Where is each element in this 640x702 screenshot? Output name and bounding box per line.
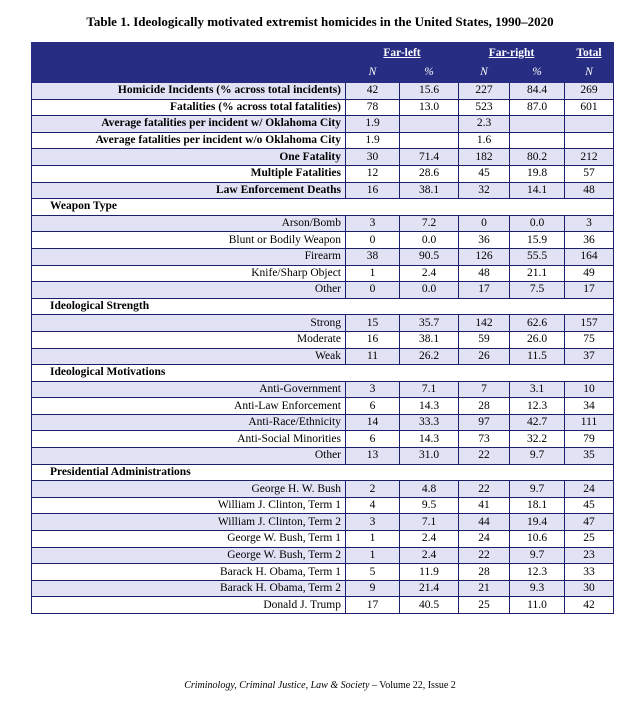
table-cell: 28 — [459, 564, 510, 581]
table-cell: 35.7 — [400, 315, 459, 332]
table-cell: 25 — [459, 597, 510, 614]
table-cell: 24 — [459, 531, 510, 548]
table-cell: 2 — [346, 481, 400, 498]
table-cell: 126 — [459, 248, 510, 265]
table-cell: 227 — [459, 83, 510, 100]
table-cell: 14.3 — [400, 431, 459, 448]
row-label: Other — [32, 282, 346, 299]
header-blank — [32, 63, 346, 83]
row-label: Anti-Social Minorities — [32, 431, 346, 448]
table-row — [32, 315, 614, 332]
section-label: Presidential Administrations — [32, 464, 614, 481]
table-cell: 71.4 — [400, 149, 459, 166]
table-cell — [510, 116, 565, 133]
table-cell: 9.7 — [510, 448, 565, 465]
table-cell: 32 — [459, 182, 510, 199]
table-row — [32, 232, 614, 249]
table-cell: 42 — [346, 83, 400, 100]
table-cell: 3 — [346, 381, 400, 398]
table-row — [32, 547, 614, 564]
table-cell: 0.0 — [510, 215, 565, 232]
table-row — [32, 564, 614, 581]
header-row-groups — [32, 43, 614, 63]
table-cell: 59 — [459, 331, 510, 348]
section-label: Weapon Type — [32, 199, 614, 216]
table-row — [32, 149, 614, 166]
table-cell: 38.1 — [400, 331, 459, 348]
row-label: Arson/Bomb — [32, 215, 346, 232]
row-label: George W. Bush, Term 1 — [32, 531, 346, 548]
table-row — [32, 165, 614, 182]
table-cell: 26 — [459, 348, 510, 365]
section-label: Ideological Strength — [32, 298, 614, 315]
table-cell: 32.2 — [510, 431, 565, 448]
table-row — [32, 132, 614, 149]
table-row — [32, 414, 614, 431]
table-cell — [510, 132, 565, 149]
table-cell: 9.7 — [510, 481, 565, 498]
table-cell: 14.1 — [510, 182, 565, 199]
table-cell: 9.3 — [510, 580, 565, 597]
table-cell: 3.1 — [510, 381, 565, 398]
row-label: One Fatality — [32, 149, 346, 166]
table-cell: 16 — [346, 182, 400, 199]
row-label: Anti-Government — [32, 381, 346, 398]
table-cell: 75 — [565, 331, 614, 348]
table-cell: 13.0 — [400, 99, 459, 116]
table-cell: 1 — [346, 531, 400, 548]
table-cell: 42.7 — [510, 414, 565, 431]
journal-name: Criminology, Criminal Justice, Law & Society — [184, 680, 370, 691]
table-cell: 12 — [346, 165, 400, 182]
row-label: William J. Clinton, Term 2 — [32, 514, 346, 531]
table-cell: 37 — [565, 348, 614, 365]
table-cell: 21 — [459, 580, 510, 597]
table-cell: 30 — [565, 580, 614, 597]
table-cell: 38.1 — [400, 182, 459, 199]
table-cell: 4 — [346, 497, 400, 514]
journal-issue: – Volume 22, Issue 2 — [369, 680, 456, 691]
table-cell: 182 — [459, 149, 510, 166]
row-label: Law Enforcement Deaths — [32, 182, 346, 199]
table-cell: 36 — [459, 232, 510, 249]
table-cell: 3 — [346, 215, 400, 232]
table-cell: 25 — [565, 531, 614, 548]
table-cell: 0 — [346, 232, 400, 249]
table-cell: 0 — [346, 282, 400, 299]
table-cell: 111 — [565, 414, 614, 431]
table-cell: 57 — [565, 165, 614, 182]
row-label: Knife/Sharp Object — [32, 265, 346, 282]
table-cell: 17 — [565, 282, 614, 299]
table-row — [32, 381, 614, 398]
header-far-right: Far-right — [459, 43, 565, 63]
table-cell: 11.0 — [510, 597, 565, 614]
table-cell: 7.1 — [400, 514, 459, 531]
table-cell: 2.4 — [400, 265, 459, 282]
table-cell: 1 — [346, 265, 400, 282]
row-label: Other — [32, 448, 346, 465]
table-cell: 45 — [565, 497, 614, 514]
table-cell: 24 — [565, 481, 614, 498]
table-cell: 11 — [346, 348, 400, 365]
table-row — [32, 282, 614, 299]
table-cell: 11.9 — [400, 564, 459, 581]
table-cell: 9.5 — [400, 497, 459, 514]
row-label: Donald J. Trump — [32, 597, 346, 614]
table-row — [32, 99, 614, 116]
table-cell: 30 — [346, 149, 400, 166]
table-row — [32, 580, 614, 597]
table-row — [32, 248, 614, 265]
row-label: Homicide Incidents (% across total incidents) — [32, 83, 346, 100]
table-row — [32, 431, 614, 448]
table-cell: 26.2 — [400, 348, 459, 365]
table-cell: 35 — [565, 448, 614, 465]
table-cell: 33 — [565, 564, 614, 581]
table-cell: 84.4 — [510, 83, 565, 100]
table-cell: 49 — [565, 265, 614, 282]
table-cell: 21.4 — [400, 580, 459, 597]
table-cell: 269 — [565, 83, 614, 100]
table-cell: 1 — [346, 547, 400, 564]
table-cell: 2.4 — [400, 547, 459, 564]
table-cell: 22 — [459, 448, 510, 465]
table-cell: 4.8 — [400, 481, 459, 498]
table-cell: 12.3 — [510, 564, 565, 581]
table-cell: 9 — [346, 580, 400, 597]
table-cell: 17 — [459, 282, 510, 299]
table-cell: 2.3 — [459, 116, 510, 133]
table-cell: 2.4 — [400, 531, 459, 548]
table-cell: 3 — [346, 514, 400, 531]
table-cell: 9.7 — [510, 547, 565, 564]
table-cell: 44 — [459, 514, 510, 531]
table-cell: 15 — [346, 315, 400, 332]
table-cell: 0.0 — [400, 282, 459, 299]
section-header-row — [32, 199, 614, 216]
data-table — [31, 42, 614, 614]
table-cell — [400, 132, 459, 149]
header-sub-pct: % — [510, 63, 565, 83]
table-cell: 6 — [346, 431, 400, 448]
table-cell: 33.3 — [400, 414, 459, 431]
table-cell: 0 — [459, 215, 510, 232]
table-cell: 10 — [565, 381, 614, 398]
table-cell: 22 — [459, 481, 510, 498]
table-row — [32, 597, 614, 614]
row-label: Average fatalities per incident w/ Oklahoma City — [32, 116, 346, 133]
header-sub-pct: % — [400, 63, 459, 83]
table-cell: 19.4 — [510, 514, 565, 531]
row-label: George W. Bush, Term 2 — [32, 547, 346, 564]
table-cell: 0.0 — [400, 232, 459, 249]
table-cell: 15.9 — [510, 232, 565, 249]
table-cell: 164 — [565, 248, 614, 265]
table-cell: 55.5 — [510, 248, 565, 265]
table-cell: 6 — [346, 398, 400, 415]
table-cell: 15.6 — [400, 83, 459, 100]
table-row — [32, 531, 614, 548]
table-cell: 1.9 — [346, 116, 400, 133]
row-label: Moderate — [32, 331, 346, 348]
table-cell: 17 — [346, 597, 400, 614]
table-cell: 62.6 — [510, 315, 565, 332]
table-cell: 28 — [459, 398, 510, 415]
table-cell — [400, 116, 459, 133]
table-row — [32, 481, 614, 498]
row-label: Blunt or Bodily Weapon — [32, 232, 346, 249]
row-label: Weak — [32, 348, 346, 365]
table-cell: 34 — [565, 398, 614, 415]
header-sub-n: N — [459, 63, 510, 83]
table-cell: 7.5 — [510, 282, 565, 299]
table-cell — [565, 132, 614, 149]
table-cell: 80.2 — [510, 149, 565, 166]
table-row — [32, 331, 614, 348]
header-blank — [32, 43, 346, 63]
table-cell: 97 — [459, 414, 510, 431]
header-sub-n: N — [565, 63, 614, 83]
table-cell: 13 — [346, 448, 400, 465]
table-cell: 5 — [346, 564, 400, 581]
table-cell — [565, 116, 614, 133]
header-far-left: Far-left — [346, 43, 459, 63]
header-sub-n: N — [346, 63, 400, 83]
table-cell: 16 — [346, 331, 400, 348]
row-label: Firearm — [32, 248, 346, 265]
table-cell: 26.0 — [510, 331, 565, 348]
table-cell: 38 — [346, 248, 400, 265]
row-label: George H. W. Bush — [32, 481, 346, 498]
page-footer — [0, 680, 640, 691]
table-cell: 18.1 — [510, 497, 565, 514]
table-row — [32, 514, 614, 531]
row-label: William J. Clinton, Term 1 — [32, 497, 346, 514]
table-cell: 157 — [565, 315, 614, 332]
table-row — [32, 215, 614, 232]
table-cell: 28.6 — [400, 165, 459, 182]
table-cell: 90.5 — [400, 248, 459, 265]
section-header-row — [32, 464, 614, 481]
table-cell: 212 — [565, 149, 614, 166]
table-cell: 1.6 — [459, 132, 510, 149]
table-title: Table 1. Ideologically motivated extremist homicides in the United States, 1990–2020 — [86, 14, 554, 29]
table-cell: 7.1 — [400, 381, 459, 398]
row-label: Average fatalities per incident w/o Oklahoma City — [32, 132, 346, 149]
table-cell: 47 — [565, 514, 614, 531]
table-row — [32, 398, 614, 415]
header-row-subs — [32, 63, 614, 83]
table-row — [32, 182, 614, 199]
table-cell: 10.6 — [510, 531, 565, 548]
row-label: Barack H. Obama, Term 1 — [32, 564, 346, 581]
table-cell: 7 — [459, 381, 510, 398]
row-label: Fatalities (% across total fatalities) — [32, 99, 346, 116]
table-cell: 48 — [565, 182, 614, 199]
table-cell: 142 — [459, 315, 510, 332]
table-cell: 31.0 — [400, 448, 459, 465]
row-label: Multiple Fatalities — [32, 165, 346, 182]
table-cell: 12.3 — [510, 398, 565, 415]
table-cell: 87.0 — [510, 99, 565, 116]
table-row — [32, 497, 614, 514]
table-cell: 41 — [459, 497, 510, 514]
table-cell: 7.2 — [400, 215, 459, 232]
section-label: Ideological Motivations — [32, 365, 614, 382]
row-label: Barack H. Obama, Term 2 — [32, 580, 346, 597]
section-header-row — [32, 298, 614, 315]
table-cell: 601 — [565, 99, 614, 116]
table-cell: 11.5 — [510, 348, 565, 365]
table-cell: 523 — [459, 99, 510, 116]
table-cell: 3 — [565, 215, 614, 232]
table-row — [32, 83, 614, 100]
table-row — [32, 448, 614, 465]
table-row — [32, 265, 614, 282]
table-cell: 14.3 — [400, 398, 459, 415]
table-cell: 36 — [565, 232, 614, 249]
table-cell: 42 — [565, 597, 614, 614]
header-total: Total — [565, 43, 614, 63]
table-cell: 78 — [346, 99, 400, 116]
table-row — [32, 116, 614, 133]
table-cell: 22 — [459, 547, 510, 564]
table-cell: 23 — [565, 547, 614, 564]
row-label: Strong — [32, 315, 346, 332]
table-row — [32, 348, 614, 365]
table-cell: 19.8 — [510, 165, 565, 182]
table-cell: 79 — [565, 431, 614, 448]
row-label: Anti-Race/Ethnicity — [32, 414, 346, 431]
table-cell: 21.1 — [510, 265, 565, 282]
section-header-row — [32, 365, 614, 382]
table-cell: 14 — [346, 414, 400, 431]
table-cell: 48 — [459, 265, 510, 282]
row-label: Anti-Law Enforcement — [32, 398, 346, 415]
table-cell: 1.9 — [346, 132, 400, 149]
table-cell: 73 — [459, 431, 510, 448]
table-cell: 45 — [459, 165, 510, 182]
table-cell: 40.5 — [400, 597, 459, 614]
